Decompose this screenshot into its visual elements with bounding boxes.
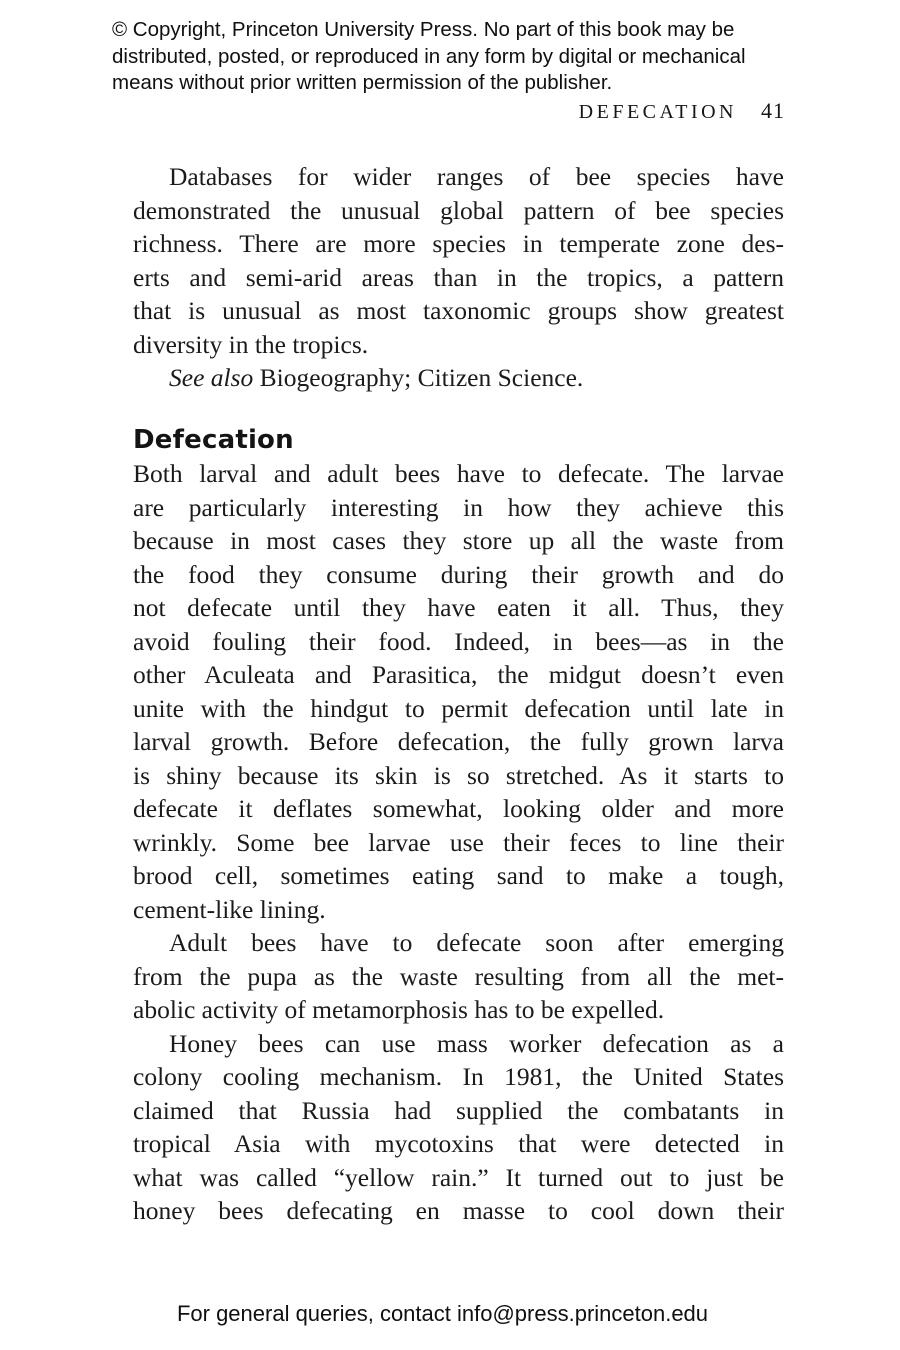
running-head	[133, 98, 785, 124]
text-line: colony cooling mechanism. In 1981, the United States	[133, 1062, 784, 1091]
see-also-label: See also	[169, 363, 254, 392]
text-line: Both larval and adult bees have to defecate. The larvae	[133, 459, 784, 488]
text-line: means without prior written permission of the publisher.	[112, 71, 613, 94]
text-line: distributed, posted, or reproduced in any form by digital or mechanical	[112, 44, 746, 68]
running-head-title: DEFECATION	[578, 101, 737, 123]
text-line: avoid fouling their food. Indeed, in bees—as in the	[133, 626, 784, 656]
text-line: richness. There are more species in temperate zone des-	[133, 229, 784, 258]
text-line: wrinkly. Some bee larvae use their feces to line their	[133, 827, 784, 857]
text-line: tropical Asia with mycotoxins that were detected in	[133, 1129, 784, 1158]
footer-contact: For general queries, contact info@press.princeton.edu	[176, 1301, 709, 1326]
see-also-line	[133, 361, 784, 395]
text-line: brood cell, sometimes eating sand to make a tough,	[133, 861, 784, 890]
text-line: claimed that Russia had supplied the combatants in	[133, 1095, 784, 1125]
text-line: defecate it deflates somewhat, looking older and more	[133, 794, 784, 823]
text-line: not defecate until they have eaten it all. Thus, they	[133, 593, 784, 622]
text-line: are particularly interesting in how they achieve this	[133, 492, 784, 522]
text-line: cement-like lining.	[133, 894, 326, 924]
text-line: other Aculeata and Parasitica, the midgut doesn’t even	[133, 660, 784, 689]
text-line: is shiny because its skin is so stretched. As it starts to	[133, 760, 784, 790]
text-line: Honey bees can use mass worker defecation as a	[169, 1028, 784, 1058]
text-line: honey bees defecating en masse to cool down their	[133, 1196, 784, 1225]
text-line: erts and semi-arid areas than in the tropics, a pattern	[133, 262, 784, 292]
text-line: unite with the hindgut to permit defecation until late in	[133, 693, 784, 723]
text-line: larval growth. Before defecation, the fully grown larva	[133, 727, 784, 756]
text-line: the food they consume during their growth and do	[133, 559, 784, 589]
copyright-notice	[112, 17, 812, 97]
text-line: demonstrated the unusual global pattern of bee species	[133, 195, 784, 225]
text-line: that is unusual as most taxonomic groups show greatest	[133, 296, 784, 325]
text-line: because in most cases they store up all the waste from	[133, 526, 784, 555]
paragraph-bee-richness	[133, 160, 784, 361]
see-also-references: Biogeography; Citizen Science.	[253, 363, 584, 392]
text-line: what was called “yellow rain.” It turned out to just be	[133, 1162, 784, 1192]
page-number: 41	[761, 98, 785, 123]
paragraph-honey-bees	[133, 1027, 784, 1228]
text-line: diversity in the tropics.	[133, 329, 369, 359]
paragraph-adult-defecation	[133, 926, 784, 1027]
text-line: from the pupa as the waste resulting from all the met-	[133, 961, 784, 991]
text-line: Adult bees have to defecate soon after emerging	[169, 928, 784, 957]
text-line: abolic activity of metamorphosis has to be expelled.	[133, 995, 665, 1024]
section-heading-defecation: Defecation	[133, 424, 294, 455]
text-line: © Copyright, Princeton University Press. No part of this book may be	[112, 18, 735, 41]
article-body	[133, 160, 784, 1228]
paragraph-larval-defecation	[133, 457, 784, 926]
text-line: Databases for wider ranges of bee species have	[169, 162, 784, 191]
